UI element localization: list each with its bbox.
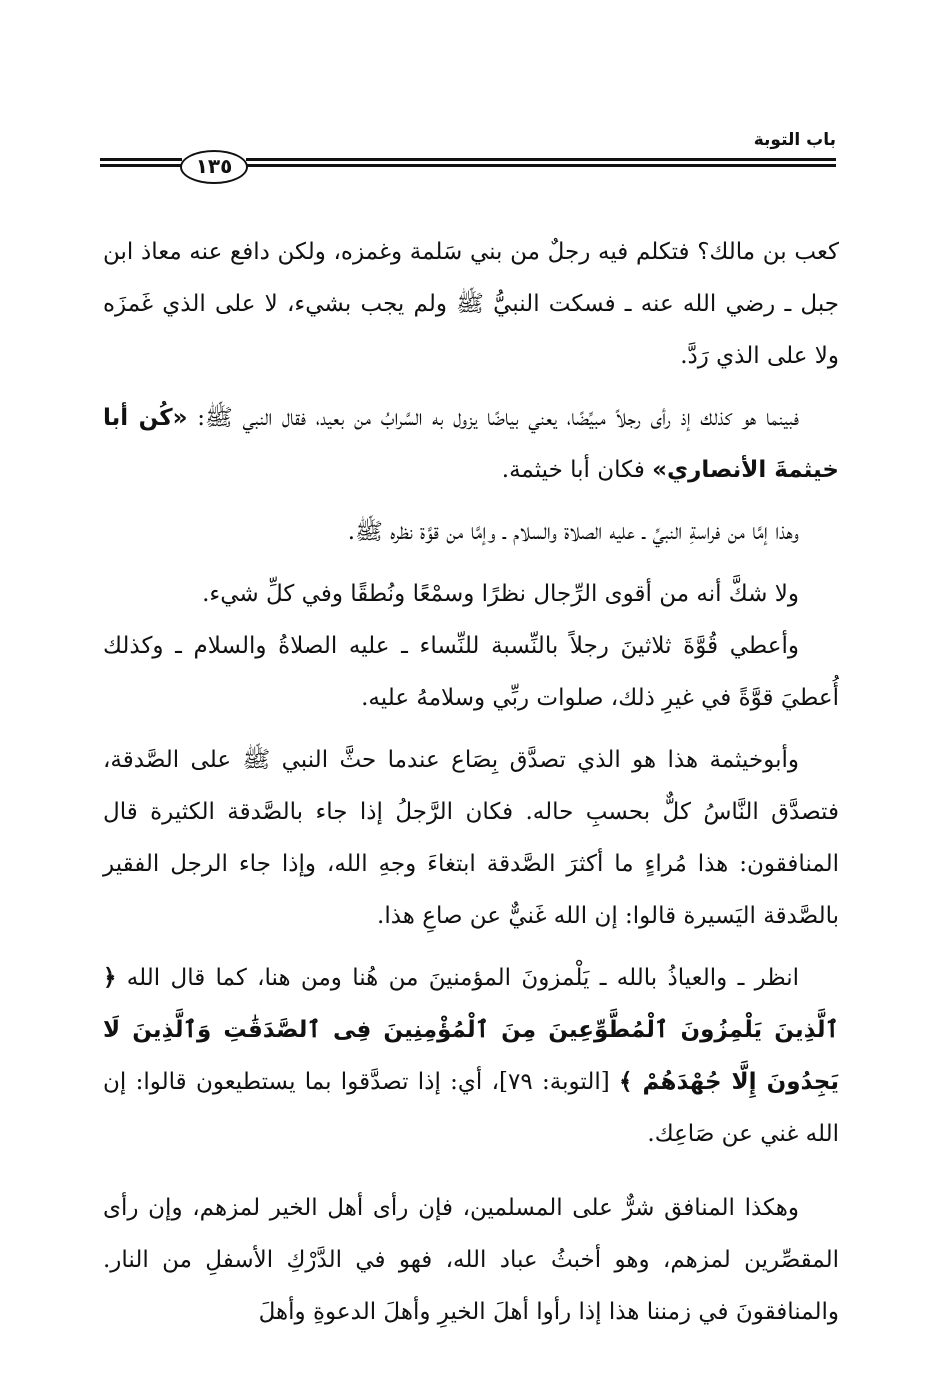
paragraph-2 bbox=[103, 392, 839, 496]
hadith-quote: «كُن أبا خيثمةَ الأنصاري» bbox=[103, 405, 839, 483]
paragraph-1: كعب بن مالك؟ فتكلم فيه رجلٌ من بني سَلمة وغمزه، ولكن دافع عنه معاذ ابن جبل ـ رضي الله عنه ـ فسكت النبيُّ ﷺ ولم يجب بشيء، لا على الذي غَمزَه ولا على الذي رَدَّ. bbox=[103, 239, 839, 369]
paragraph-7 bbox=[103, 952, 839, 1160]
paragraph-6: وأبوخيثمة هذا هو الذي تصدَّق بِصَاع عندما حثَّ النبي ﷺ على الصَّدقة، فتصدَّق النَّاسُ كلٌّ بحسبِ حاله. فكان الرَّجلُ إذا جاء بالصَّدقة الكثيرة قال المنافقون: هذا مُراءٍ ما أكثرَ الصَّدقة ابتغاءَ وجهِ الله، وإذا جاء الرجل الفقير بالصَّدقة اليَسيرة قالوا: إن الله غَنيٌّ عن صاعِ هذا. bbox=[103, 747, 839, 929]
running-header bbox=[100, 130, 836, 190]
chapter-title: باب التوبة bbox=[753, 130, 836, 150]
quran-verse: ﴿ ٱلَّذِينَ يَلْمِزُونَ ٱلْمُطَّوِّعِينَ مِنَ ٱلْمُؤْمِنِينَ فِى ٱلصَّدَقَٰتِ وَٱلَّذِينَ لَا يَجِدُونَ إِلَّا جُهْدَهُمْ ﴾ bbox=[103, 965, 840, 1095]
body-text bbox=[103, 226, 839, 1338]
paragraph-5: وأعطي قُوَّةَ ثلاثينَ رجلاً بالنِّسبة للنِّساء ـ عليه الصلاةُ والسلام ـ وكذلك أُعطيَ قوَّةً في غيرِ ذلك، صلوات ربِّي وسلامهُ عليه. bbox=[103, 633, 839, 711]
paragraph-8: وهكذا المنافق شرٌّ على المسلمين، فإن رأى أهل الخير لمزهم، وإن رأى المقصِّرين لمزهم، وهو أخبثُ عباد الله، فهو في الدَّرْكِ الأسفلِ من النار. والمنافقونَ في زمننا هذا إذا رأوا أهلَ الخيرِ وأهلَ الدعوةِ وأهلَ bbox=[103, 1195, 839, 1325]
header-rule-right bbox=[246, 158, 836, 174]
page-number: ١٣٥ bbox=[180, 150, 248, 184]
paragraph-7-text-start: انظر ـ والعياذُ بالله ـ يَلْمزونَ المؤمنينَ من هُنا ومن هنا، كما قال الله bbox=[116, 965, 799, 991]
paragraph-4: ولا شكَّ أنه من أقوى الرِّجال نظرًا وسمْعًا ونُطقًا وفي كلِّ شيء. bbox=[202, 581, 799, 607]
paragraph-3: وهذا إمَّا من فراسةِ النبيِّ ـ عليه الصلاة والسلام ـ وإمَّا من قوَّة نظره ﷺ. bbox=[347, 519, 799, 545]
paragraph-7-text-end: [التوبة: ٧٩]، أي: إذا تصدَّقوا بما يستطيعون قالوا: إن الله غني عن صَاعِك. bbox=[103, 1069, 839, 1147]
paragraph-2-text-start: فبينما هو كذلك إذ رأى رجلاً مبيِّضًا، يعني بياضًا يزول به السَّرابُ من بعيد، فقال النبي ﷺ: bbox=[187, 405, 799, 431]
paragraph-2-text-end: فكان أبا خيثمة. bbox=[501, 457, 653, 483]
header-rule-left bbox=[100, 158, 182, 174]
